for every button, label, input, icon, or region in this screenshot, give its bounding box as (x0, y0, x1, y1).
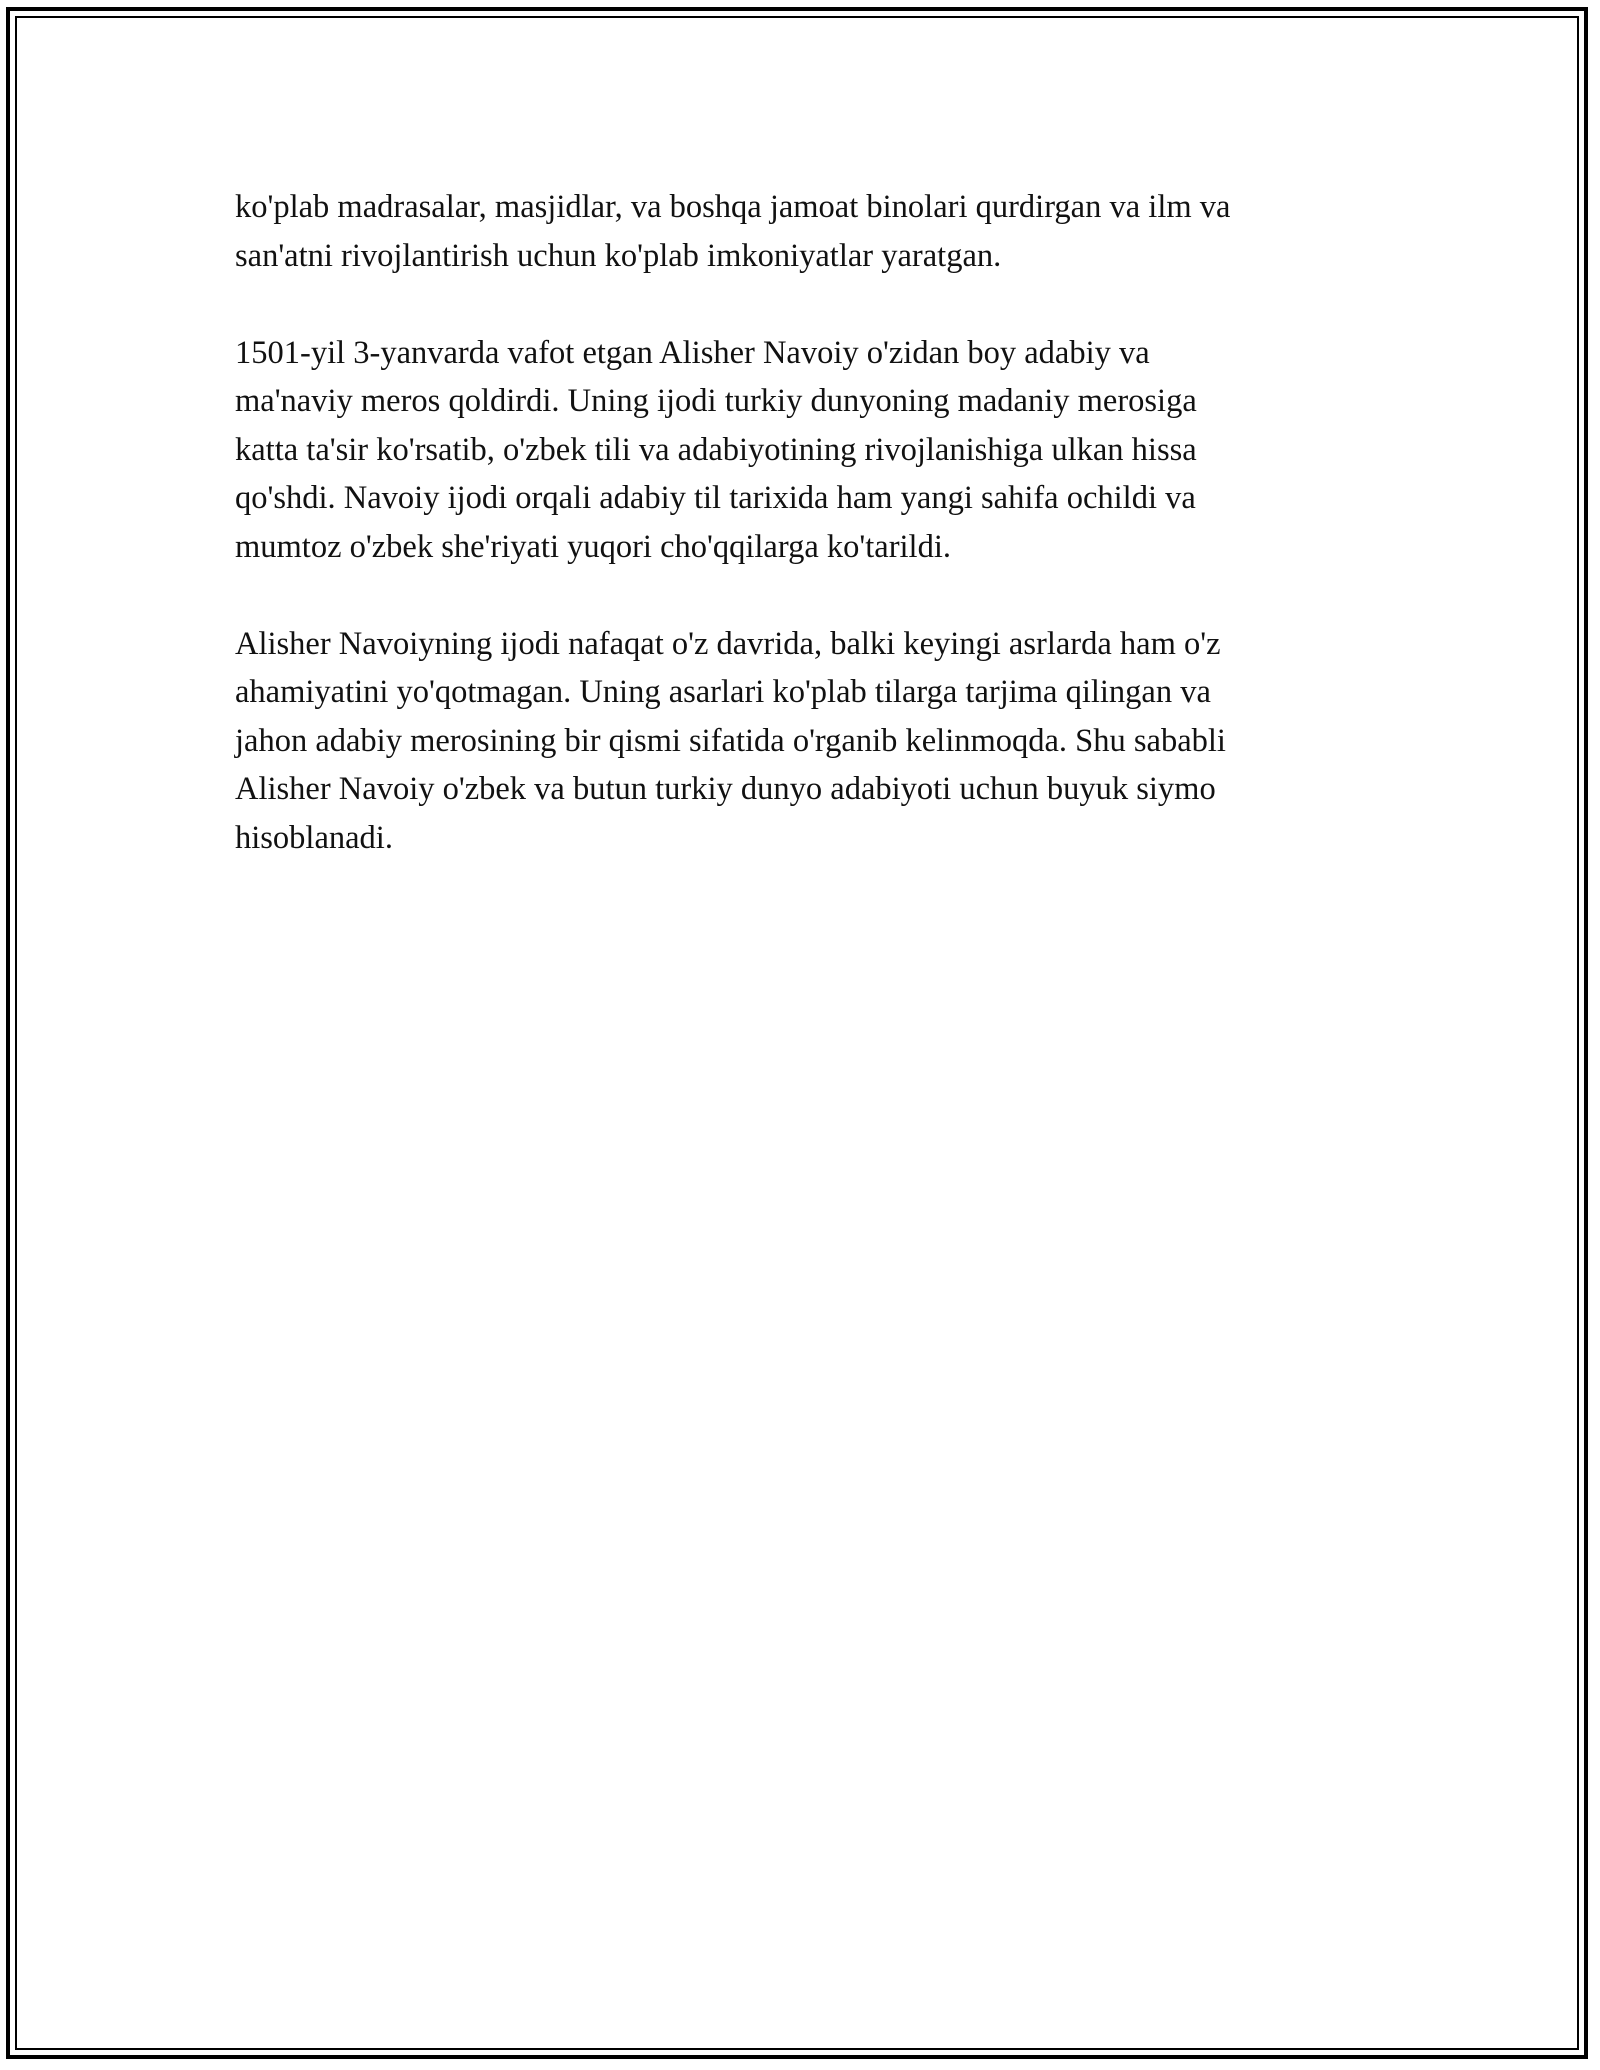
text-line: ko'plab madrasalar, masjidlar, va boshqa jamoat binolari qurdirgan va ilm va (235, 189, 1231, 225)
text-line: 1501-yil 3-yanvarda vafot etgan Alisher Navoiy o'zidan boy adabiy va (235, 334, 1150, 371)
text-line: hisoblanadi. (235, 819, 393, 856)
text-line: mumtoz o'zbek she'riyati yuqori cho'qqilarga ko'tarildi. (235, 528, 951, 565)
text-line: qo'shdi. Navoiy ijodi orqali adabiy til tarixida ham yangi sahifa ochildi va (235, 480, 1196, 516)
text-line: Alisher Navoiy o'zbek va butun turkiy dunyo adabiyoti uchun buyuk siymo (235, 771, 1216, 807)
text-line: katta ta'sir ko'rsatib, o'zbek tili va adabiyotining rivojlanishiga ulkan hissa (235, 431, 1197, 468)
text-line: Alisher Navoiyning ijodi nafaqat o'z davrida, balki keyingi asrlarda ham o'z (235, 625, 1221, 662)
paragraph-3 (235, 620, 1375, 863)
text-line: jahon adabiy merosining bir qismi sifatida o'rganib kelinmoqda. Shu sababli (235, 722, 1226, 759)
text-line: ahamiyatini yo'qotmagan. Uning asarlari ko'plab tilarga tarjima qilingan va (235, 674, 1211, 710)
paragraph-2 (235, 329, 1375, 572)
text-line: ma'naviy meros qoldirdi. Uning ijodi turkiy dunyoning madaniy merosiga (235, 383, 1197, 419)
paragraph-1 (235, 183, 1375, 280)
text-line: san'atni rivojlantirish uchun ko'plab imkoniyatlar yaratgan. (235, 237, 1002, 274)
document-body (235, 183, 1375, 911)
